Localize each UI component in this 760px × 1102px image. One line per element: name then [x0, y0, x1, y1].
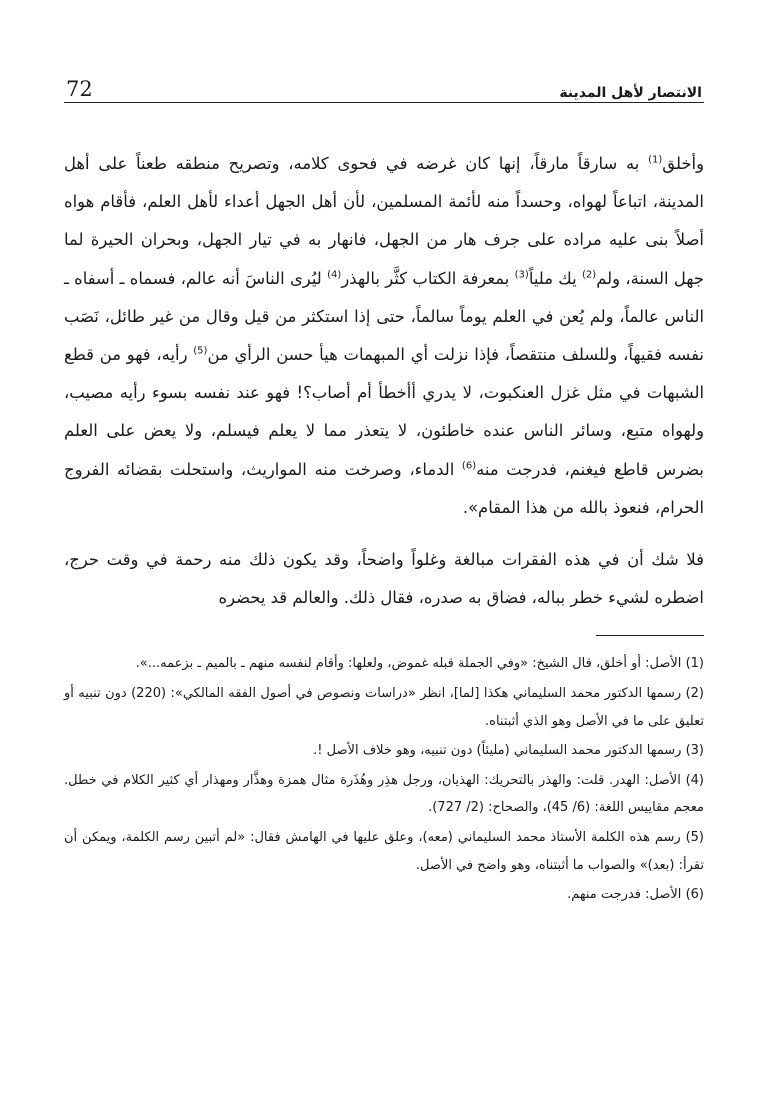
footnote-text: رسم هذه الكلمة الأستاذ محمد السليماني (معه)، وعلق عليها في الهامش فقال: «لم أتبين رسم الكلمة، ويمكن أن تقرأ: (بعد)» والصواب ما أثبتناه، وهو واضح في الأصل.: [64, 830, 704, 873]
footnote-text: رسمها الدكتور محمد السليماني (مليئاً) دون تنبيه، وهو خلاف الأصل !.: [313, 743, 682, 759]
footnote: [64, 881, 704, 909]
footnote: [64, 680, 704, 735]
running-header: [64, 70, 704, 103]
footnote-separator: [596, 635, 704, 636]
footnote-reference: (6): [461, 460, 477, 472]
text-run: رأيه، فهو من قطع الشبهات في مثل غزل العنكبوت، لا يدري أأخطأ أم أصاب؟! فهو عند نفسه بسوء رأيه مصيب، ولهواه متبع، وسائر الناس عنده خاطئون، لا يتعذر مما لا يعلم فيسلم، ولا يعض على العلم بضرس قاطع فيغنم، فدرجت منه: [64, 345, 704, 479]
footnote-number: (6): [685, 887, 704, 903]
footnote-text: الأصل: أو أخلق، قال الشيخ: «وفي الجملة قبله غموض، ولعلها: وأقام لنفسه منهم ـ بالميم ـ بزعمه...».: [135, 656, 682, 672]
footnote-text: رسمها الدكتور محمد السليماني هكذا [لما]، انظر «دراسات ونصوص في أصول الفقه المالكي»: (220) دون تنبيه أو تعليق على ما في الأصل وهو الذي أثبتناه.: [64, 686, 704, 729]
text-run: الدماء، وصرخت منه المواريث، واستحلت بقضائه الفروج الحرام، فنعوذ بالله من هذا المقام».: [64, 459, 704, 517]
paragraph: [64, 541, 704, 617]
footnote-number: (2): [685, 686, 704, 702]
footnote: [64, 737, 704, 765]
main-text: [64, 145, 704, 617]
page-number: 72: [66, 77, 93, 101]
book-page: [64, 70, 704, 911]
footnotes-list: [64, 650, 704, 908]
footnote-reference: (1): [648, 154, 663, 166]
footnote-reference: (2): [582, 269, 597, 281]
footnote-text: الأصل: الهدر. قلت: والهذر بالتحريك: الهذيان، ورجل هذِر وهُذَرة مثال همزة وهذَّار ومهذار أي كثير الكلام في خطل. معجم مقاييس اللغة: (6/ 45)، والصحاح: (2/ 727).: [64, 772, 704, 816]
running-title: الانتصار لأهل المدينة: [559, 85, 702, 101]
text-run: ليُرى الناسَ أنه عالم، فسماه ـ أسفاه ـ الناس عالماً، ولم يُعن في العلم يوماً سالماً، حتى إذا استكثر من قيل وقال من غير طائل، نَصَب نفسه فقيهاً، وللسلف منتقصاً، فإذا نزلت أي المبهمات هيأ حسن الرأي من: [64, 268, 704, 365]
footnote-number: (3): [685, 743, 704, 759]
text-run: به سارقاً مارقاً، إنها كان غرضه في فحوى كلامه، وتصريح منطقه طعناً على أهل المدينة، اتباعاً لهواه، وحسداً منه لأئمة المسلمين، لأن أهل الجهل أعداء لأهل العلم، فأقام هواه أصلاً بنى عليه مراده على جرف هار من الجهل، فانهار به في تيار الجهل، وبحران الحيرة لما جهل السنة، ولم: [64, 154, 704, 288]
footnote: [64, 824, 704, 879]
footnote: [64, 767, 704, 822]
text-run: فلا شك أن في هذه الفقرات مبالغة وغلواً واضحاً، وقد يكون ذلك منه رحمة في وقت حرج، اضطره لشيء خطر بباله، فضاق به صدره، فقال ذلك. والعالم قد يحضره: [64, 550, 704, 608]
footnote-text: الأصل: فدرجت منهم.: [567, 887, 682, 903]
footnote-number: (4): [685, 772, 704, 788]
footnote-reference: (5): [193, 345, 208, 357]
footnote-separator-wrap: [64, 631, 704, 650]
paragraph: [64, 145, 704, 527]
footnote: [64, 650, 704, 678]
text-run: يك ملياً: [528, 268, 583, 288]
text-run: وأخلق: [662, 154, 704, 173]
footnote-reference: (3): [514, 269, 529, 281]
footnote-number: (5): [685, 830, 704, 845]
footnote-number: (1): [685, 656, 704, 672]
footnote-reference: (4): [327, 269, 342, 281]
text-run: بمعرفة الكتاب كثَّر بالهذر: [341, 268, 515, 288]
